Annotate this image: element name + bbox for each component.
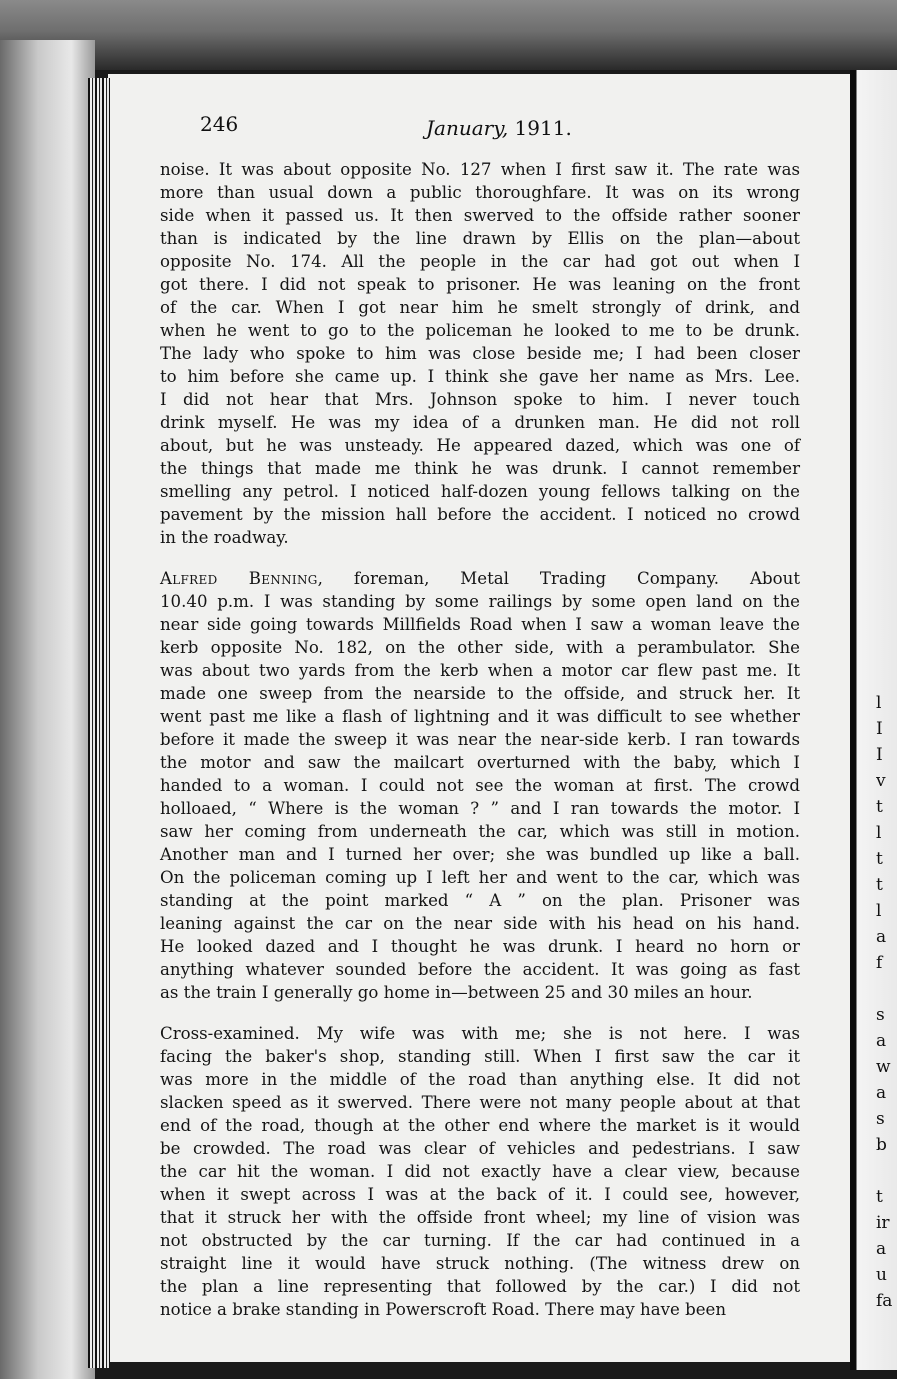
text-line: anything whatever sounded before the accident. It was going as fast: [160, 960, 800, 979]
text-line: the plan a line representing that followed by the car.) I did not: [160, 1277, 800, 1296]
facing-page-fragment: [876, 976, 897, 1002]
facing-page-fragment: t: [876, 875, 883, 895]
text-line: smelling any petrol. I noticed half-dozen young fellows talking on the: [160, 482, 800, 501]
text-line: noise. It was about opposite No. 127 when I first saw it. The rate was: [160, 160, 800, 179]
page-number: 246: [200, 112, 239, 136]
text-line: kerb opposite No. 182, on the other side, with a perambulator. She: [160, 638, 800, 657]
facing-page-fragment: v: [876, 771, 886, 791]
speaker-name: Alfred Benning: [160, 569, 318, 588]
facing-page-fragment: b: [876, 1135, 887, 1155]
facing-page-fragment: u: [876, 1265, 887, 1285]
text-line: went past me like a flash of lightning and it was difficult to see whether: [160, 707, 800, 726]
text-line: straight line it would have struck nothing. (The witness drew on: [160, 1254, 800, 1273]
paragraph-continued-testimony: [160, 158, 800, 549]
text-line: was about two yards from the kerb when a motor car flew past me. It: [160, 661, 800, 680]
text-line: be crowded. The road was clear of vehicles and pedestrians. I saw: [160, 1139, 800, 1158]
text-line: notice a brake standing in Powerscroft Road. There may have been: [160, 1300, 727, 1319]
text-line: opposite No. 174. All the people in the car had got out when I: [160, 252, 800, 271]
facing-page-fragment: a: [876, 927, 887, 947]
text-line: 10.40 p.m. I was standing by some railings by some open land on the: [160, 592, 800, 611]
facing-page-fragment: t: [876, 797, 883, 817]
text-line: slacken speed as it swerved. There were not many people about at that: [160, 1093, 800, 1112]
running-title-year: 1911.: [514, 116, 572, 140]
text-line: was more in the middle of the road than anything else. It did not: [160, 1070, 800, 1089]
text-line: The lady who spoke to him was close beside me; I had been closer: [160, 344, 800, 363]
running-head: [200, 112, 800, 142]
facing-page-fragment: a: [876, 1083, 887, 1103]
text-line: of the car. When I got near him he smelt strongly of drink, and: [160, 298, 800, 317]
text-line: to him before she came up. I think she gave her name as Mrs. Lee.: [160, 367, 800, 386]
text-line: the motor and saw the mailcart overturned with the baby, which I: [160, 753, 800, 772]
facing-page-fragment: I: [876, 745, 883, 765]
text-line: the car hit the woman. I did not exactly have a clear view, because: [160, 1162, 800, 1181]
text-line: when it swept across I was at the back of it. I could see, however,: [160, 1185, 800, 1204]
text-line: more than usual down a public thoroughfare. It was on its wrong: [160, 183, 800, 202]
scanner-background: [0, 0, 897, 70]
facing-page-fragment: s: [876, 1005, 885, 1025]
text-line: the things that made me think he was drunk. I cannot remember: [160, 459, 800, 478]
paragraph-cross-examined: [160, 1022, 800, 1321]
facing-page-fragment: I: [876, 719, 883, 739]
facing-page-fragment: ir: [876, 1213, 890, 1233]
facing-page-fragment: s: [876, 1109, 885, 1129]
facing-page-fragment: a: [876, 1031, 887, 1051]
text-line: pavement by the mission hall before the accident. I noticed no crowd: [160, 505, 800, 524]
text-line: On the policeman coming up I left her and went to the car, which was: [160, 868, 800, 887]
text-line: holloaed, “ Where is the woman ? ” and I ran towards the motor. I: [160, 799, 800, 818]
facing-page-fragment: fa: [876, 1291, 893, 1311]
facing-page-fragment: l: [876, 693, 882, 713]
text-line: handed to a woman. I could not see the woman at first. The crowd: [160, 776, 800, 795]
facing-page-fragment: t: [876, 1187, 883, 1207]
speaker-description: , foreman, Metal Trading Company. About: [317, 569, 800, 588]
body-text: [160, 158, 800, 1321]
text-line: when he went to go to the policeman he looked to me to be drunk.: [160, 321, 800, 340]
facing-page-text-fragments: [876, 690, 897, 1314]
page-edge-stack: [88, 78, 110, 1368]
facing-page-fragment: a: [876, 1239, 887, 1259]
book-left-edge: [0, 40, 95, 1379]
facing-page-fragment: l: [876, 823, 882, 843]
paragraph-benning-testimony: [160, 567, 800, 1004]
text-line: than is indicated by the line drawn by Ellis on the plan—about: [160, 229, 800, 248]
text-line: near side going towards Millfields Road when I saw a woman leave the: [160, 615, 800, 634]
text-line: [160, 567, 800, 590]
running-title-month: January,: [426, 116, 509, 140]
facing-page-fragment: w: [876, 1057, 891, 1077]
text-line: before it made the sweep it was near the near-side kerb. I ran towards: [160, 730, 800, 749]
text-line: about, but he was unsteady. He appeared dazed, which was one of: [160, 436, 800, 455]
facing-page-fragment: l: [876, 901, 882, 921]
text-line: drink myself. He was my idea of a drunken man. He did not roll: [160, 413, 800, 432]
text-line: saw her coming from underneath the car, which was still in motion.: [160, 822, 800, 841]
text-line: end of the road, though at the other end where the market is it would: [160, 1116, 800, 1135]
text-line: that it struck her with the offside front wheel; my line of vision was: [160, 1208, 800, 1227]
facing-page-fragment: [876, 1158, 897, 1184]
text-line: He looked dazed and I thought he was drunk. I heard no horn or: [160, 937, 800, 956]
text-line: Another man and I turned her over; she was bundled up like a ball.: [160, 845, 800, 864]
text-line: leaning against the car on the near side with his head on his hand.: [160, 914, 800, 933]
text-line: side when it passed us. It then swerved to the offside rather sooner: [160, 206, 800, 225]
text-line: standing at the point marked “ A ” on the plan. Prisoner was: [160, 891, 800, 910]
text-line: in the roadway.: [160, 528, 289, 547]
text-line: not obstructed by the car turning. If the car had continued in a: [160, 1231, 800, 1250]
text-line: got there. I did not speak to prisoner. He was leaning on the front: [160, 275, 800, 294]
text-line: I did not hear that Mrs. Johnson spoke to him. I never touch: [160, 390, 800, 409]
text-line: Cross-examined. My wife was with me; she is not here. I was: [160, 1024, 800, 1043]
facing-page-fragment: t: [876, 849, 883, 869]
facing-page-fragment: f: [876, 953, 883, 973]
text-line: facing the baker's shop, standing still. When I first saw the car it: [160, 1047, 800, 1066]
text-line: made one sweep from the nearside to the offside, and struck her. It: [160, 684, 800, 703]
text-line: as the train I generally go home in—between 25 and 30 miles an hour.: [160, 983, 753, 1002]
running-title: [426, 116, 572, 140]
